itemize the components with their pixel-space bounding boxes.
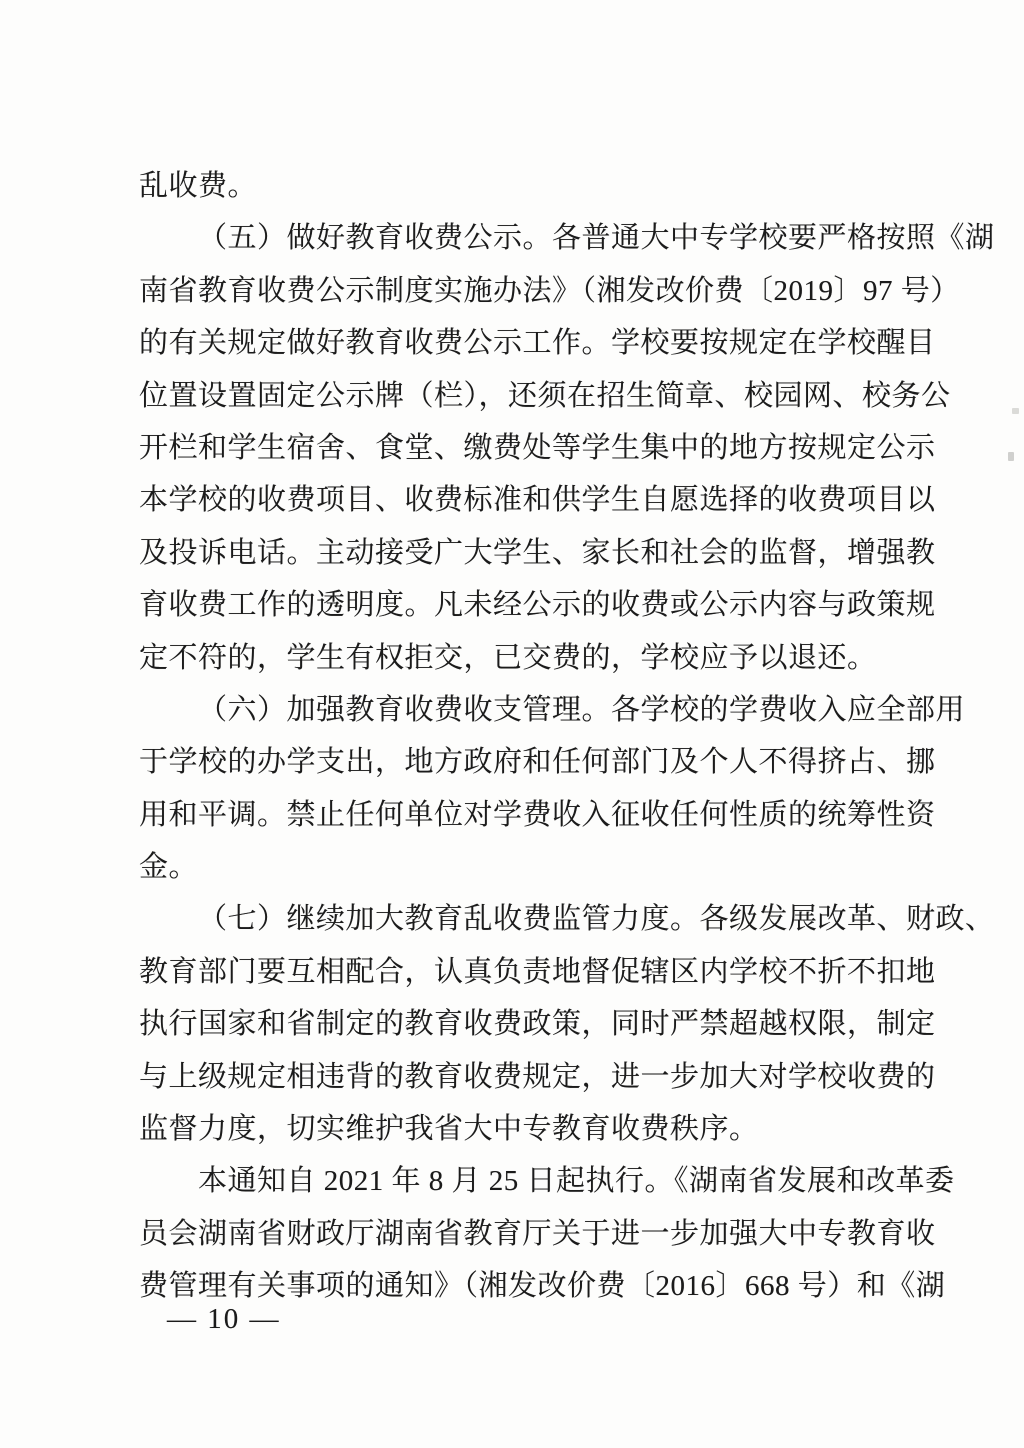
text-line: 员会湖南省财政厅湖南省教育厅关于进一步加强大中专教育收 bbox=[139, 1217, 936, 1250]
text-line: 执行国家和省制定的教育收费政策，同时严禁超越权限，制定 bbox=[139, 1008, 936, 1041]
scan-artifact bbox=[1008, 452, 1014, 461]
text-line: 费管理有关事项的通知》（湘发改价费〔2016〕668 号）和《湖 bbox=[139, 1270, 946, 1303]
text-line: 南省教育收费公示制度实施办法》（湘发改价费〔2019〕97 号） bbox=[139, 274, 960, 307]
text-line: 开栏和学生宿舍、食堂、缴费处等学生集中的地方按规定公示 bbox=[139, 431, 936, 464]
text-line: 本学校的收费项目、收费标准和供学生自愿选择的收费项目以 bbox=[139, 484, 936, 517]
paragraph bbox=[139, 160, 917, 212]
text-line: 的有关规定做好教育收费公示工作。学校要按规定在学校醒目 bbox=[139, 327, 936, 360]
text-line: 及投诉电话。主动接受广大学生、家长和社会的监督，增强教 bbox=[139, 536, 936, 569]
text-line: 本通知自 2021 年 8 月 25 日起执行。《湖南省发展和改革委 bbox=[198, 1165, 955, 1198]
text-line: （五）做好教育收费公示。各普通大中专学校要严格按照《湖 bbox=[198, 222, 995, 255]
text-line: 乱收费。 bbox=[139, 170, 258, 202]
text-line: 于学校的办学支出，地方政府和任何部门及个人不得挤占、挪 bbox=[139, 746, 936, 779]
text-line: 监督力度，切实维护我省大中专教育收费秩序。 bbox=[139, 1113, 759, 1146]
paragraph bbox=[139, 684, 966, 894]
paragraph bbox=[139, 893, 995, 1155]
text-line: 育收费工作的透明度。凡未经公示的收费或公示内容与政策规 bbox=[139, 589, 936, 622]
paragraph bbox=[139, 212, 995, 684]
text-line: 用和平调。禁止任何单位对学费收入征收任何性质的统筹性资 bbox=[139, 798, 936, 831]
scan-artifact bbox=[1012, 408, 1019, 414]
text-line: 教育部门要互相配合，认真负责地督促辖区内学校不折不扣地 bbox=[139, 955, 936, 988]
document-body bbox=[139, 160, 995, 1313]
text-line: （七）继续加大教育乱收费监管力度。各级发展改革、财政、 bbox=[198, 903, 995, 936]
text-line: 金。 bbox=[139, 851, 199, 884]
text-line: 定不符的，学生有权拒交，已交费的，学校应予以退还。 bbox=[139, 641, 877, 674]
paragraph bbox=[139, 1155, 955, 1312]
text-line: 位置设置固定公示牌（栏），还须在招生简章、校园网、校务公 bbox=[139, 379, 951, 412]
text-line: 与上级规定相违背的教育收费规定，进一步加大对学校收费的 bbox=[139, 1060, 936, 1093]
page-number: — 10 — bbox=[167, 1303, 281, 1335]
text-line: （六）加强教育收费收支管理。各学校的学费收入应全部用 bbox=[198, 693, 966, 726]
